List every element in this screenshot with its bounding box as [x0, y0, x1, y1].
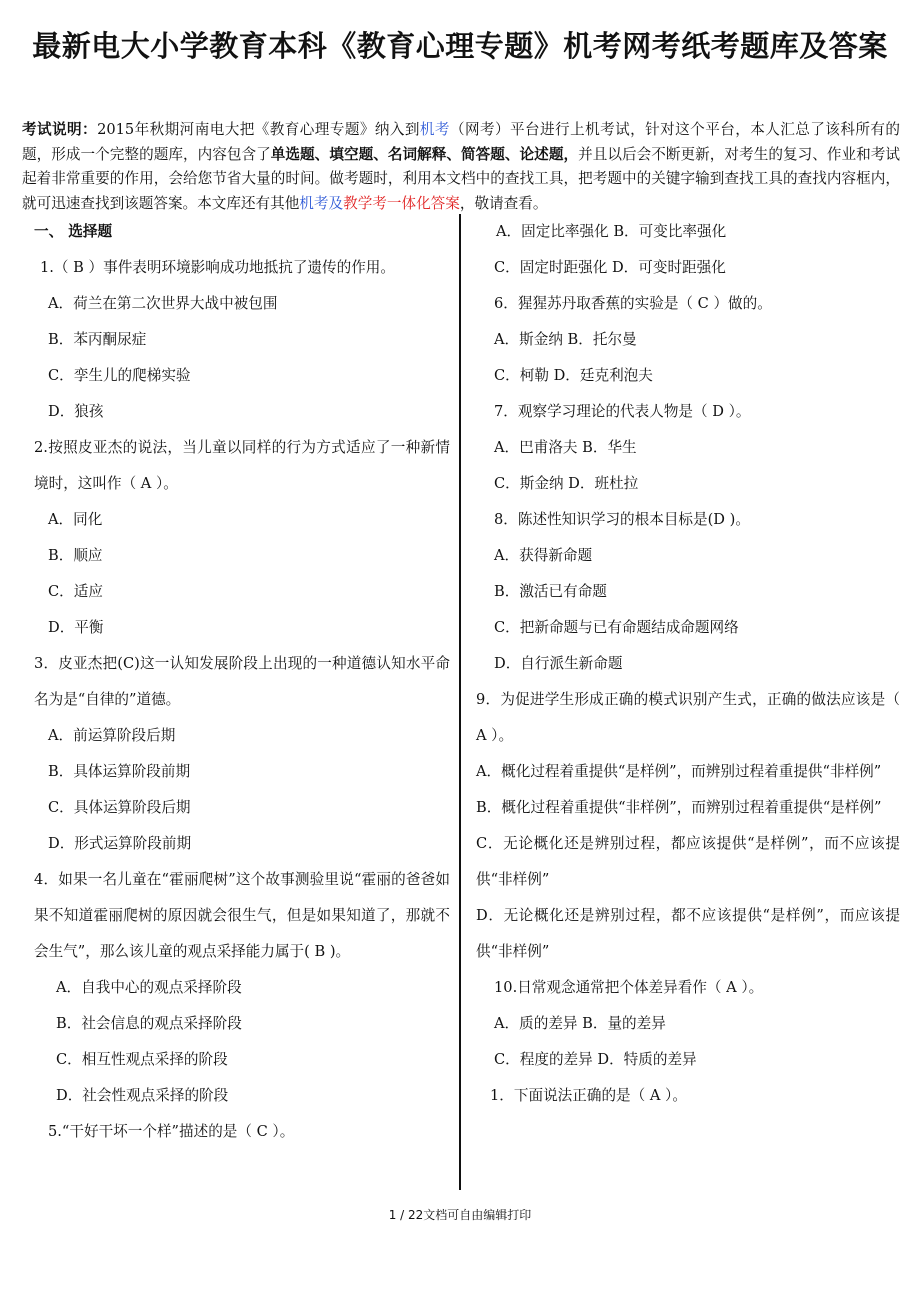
question-3: 3．皮亚杰把(C)这一认知发展阶段上出现的一种道德认知水平命名为是“自律的”道德。 — [34, 655, 450, 708]
question-2: 2.按照皮亚杰的说法，当儿童以同样的行为方式适应了一种新情境时，这叫作（ A ）。 — [34, 439, 450, 492]
question-5: 5.“干好干坏一个样”描述的是（ C ）。 — [48, 1123, 295, 1140]
option-line: C．相互性观点采择的阶段 — [56, 1051, 228, 1068]
right-column — [476, 214, 900, 1114]
option-line: C．无论概化还是辨别过程，都应该提供“是样例”，而不应该提供“非样例” — [476, 835, 900, 888]
option-line: A．自我中心的观点采择阶段 — [56, 979, 242, 996]
question-1: 1.（ B ）事件表明环境影响成功地抵抗了遗传的作用。 — [40, 259, 395, 276]
left-column — [34, 214, 450, 1150]
option-line: A．概化过程着重提供“是样例”，而辨别过程着重提供“非样例” — [476, 763, 882, 780]
option-line: B．激活已有命题 — [494, 583, 607, 600]
option-line: A．获得新命题 — [494, 547, 593, 564]
option-line: C．固定时距强化 D．可变时距强化 — [494, 259, 726, 276]
section-heading: 一、 选择题 — [34, 223, 113, 240]
intro-text-2: （网考）平台进行上机考试，针对这个平台，本人汇总了该科所有的题，形成一个完整的题库，内容包含了 — [22, 121, 900, 163]
intro-text-3: 并且以后会不断更新，对考生的复习、作业和考试起着非常重要的作用，会给您节省大量的时间。做考题时，利用本文档中的查找工具，把考题中的关键字输到查找工具的查找内容框内，就可迅速查找到该题答案。本文库还有其他 — [22, 145, 900, 212]
option-line: A．前运算阶段后期 — [48, 727, 176, 744]
option-line: A．质的差异 B．量的差异 — [494, 1015, 666, 1032]
option-line: C．斯金纳 D．班杜拉 — [494, 475, 639, 492]
option-line: C．适应 — [48, 583, 103, 600]
question-next: 1．下面说法正确的是（ A ）。 — [490, 1087, 687, 1104]
question-types: 单选题、填空题、名词解释、简答题、论述题， — [270, 145, 579, 163]
link-jikao-ji[interactable]: 机考及 — [299, 194, 344, 212]
option-line: A．固定比率强化 B．可变比率强化 — [496, 223, 727, 240]
option-line: B．顺应 — [48, 547, 103, 564]
question-7: 7．观察学习理论的代表人物是（ D ）。 — [494, 403, 751, 420]
option-line: D．形式运算阶段前期 — [48, 835, 192, 852]
option-line: A．同化 — [48, 511, 103, 528]
question-10: 10.日常观念通常把个体差异看作（ A ）。 — [494, 979, 764, 996]
option-line: B．苯丙酮尿症 — [48, 331, 147, 348]
option-line: D．无论概化还是辨别过程，都不应该提供“是样例”，而应该提供“非样例” — [476, 907, 900, 960]
option-line: D．自行派生新命题 — [494, 655, 623, 672]
link-jikao[interactable]: 机考 — [419, 121, 450, 138]
option-line: A．荷兰在第二次世界大战中被包围 — [48, 295, 278, 312]
intro-paragraph — [22, 118, 900, 216]
option-line: C．程度的差异 D．特质的差异 — [494, 1051, 697, 1068]
question-8: 8．陈述性知识学习的根本目标是(D )。 — [494, 511, 750, 528]
option-line: C．具体运算阶段后期 — [48, 799, 191, 816]
link-integrated-answers[interactable]: 教学考一体化答案 — [343, 194, 460, 212]
intro-label: 考试说明： — [22, 121, 98, 138]
option-line: A．巴甫洛夫 B．华生 — [494, 439, 637, 456]
option-line: D．狼孩 — [48, 403, 104, 420]
option-line: C．孪生儿的爬梯实验 — [48, 367, 191, 384]
intro-text-4: ，敬请查看。 — [459, 194, 548, 212]
option-line: D．社会性观点采择的阶段 — [56, 1087, 229, 1104]
option-line: C．把新命题与已有命题结成命题网络 — [494, 619, 739, 636]
question-9: 9．为促进学生形成正确的模式识别产生式，正确的做法应该是（ A ）。 — [476, 691, 900, 744]
option-line: D．平衡 — [48, 619, 104, 636]
option-line: B．概化过程着重提供“非样例”，而辨别过程着重提供“是样例” — [476, 799, 882, 816]
intro-text-1: 2015年秋期河南电大把《教育心理专题》纳入到 — [97, 121, 420, 138]
page-footer: 1 / 22文档可自由编辑打印 — [388, 1208, 532, 1222]
question-6: 6．猩猩苏丹取香蕉的实验是（ C ）做的。 — [494, 295, 772, 312]
column-divider — [459, 214, 461, 1190]
option-line: B．社会信息的观点采择阶段 — [56, 1015, 242, 1032]
option-line: A．斯金纳 B．托尔曼 — [494, 331, 637, 348]
page-title: 最新电大小学教育本科《教育心理专题》机考网考纸考题库及答案 — [32, 29, 888, 63]
question-4: 4．如果一名儿童在“霍丽爬树”这个故事测验里说“霍丽的爸爸如果不知道霍丽爬树的原因就会很生气，但是如果知道了，那就不会生气”，那么该儿童的观点采择能力属于( B )。 — [34, 871, 450, 960]
option-line: B．具体运算阶段前期 — [48, 763, 191, 780]
option-line: C．柯勒 D．廷克利泡夫 — [494, 367, 653, 384]
